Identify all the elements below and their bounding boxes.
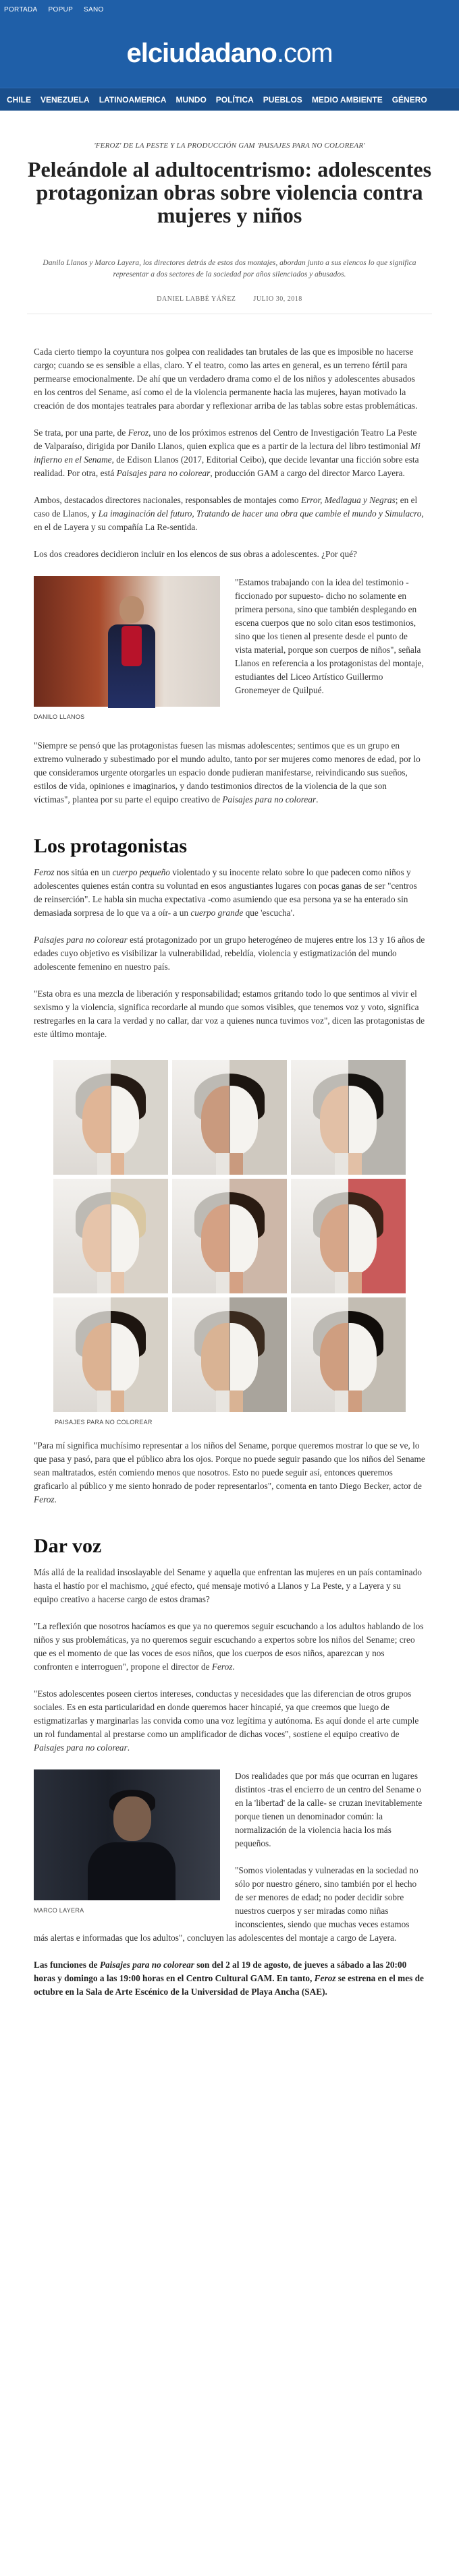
portrait-tile: [53, 1297, 168, 1412]
byline: [27, 295, 432, 303]
paragraph-2: Se trata, por una parte, de Feroz, uno de los próximos estrenos del Centro de Investigación Teatro La Peste de Valparaíso, dirigida por Danilo Llanos, quien explica que es a partir de la lectura del libro testimonial Mi infierno en el Sename, de Edison Llanos (2017, Editorial Ceibo), que decide levantar una ficción sobre esta realidad. Por otra, está Paisajes para no colorear, producción GAM a cargo del director Marco Layera.: [34, 428, 421, 478]
portrait-tile: [172, 1297, 287, 1412]
nav-item-chile[interactable]: CHILE: [7, 94, 31, 105]
article-body: [27, 345, 432, 1041]
site-header: [0, 0, 459, 111]
topbar-link-popup[interactable]: POPUP: [48, 5, 74, 13]
show-dates: Las funciones de Paisajes para no colorear son del 2 al 19 de agosto, de jueves a sábado a las 20:00 horas y domingo a las 19:00 horas en el Centro Cultural GAM. En tanto, Feroz se estrena en el mes de octubre en la Sala de Arte Escénico de la Universidad de Playa Ancha (SAE).: [34, 1960, 424, 1997]
quote-llanos-2: "La reflexión que nosotros hacíamos es que ya no queremos seguir escuchando a los adultos hablando de los niños y sus problemáticas, ya no queremos seguir escuchando a expertos sobre los niños del Sename; creo que es el momento de que las voces de esos niños, que los cuerpos de esos niños, aparezcan y nos confronten e interroguen", propone el director de Feroz.: [34, 1621, 424, 1672]
paragraph-1: Cada cierto tiempo la coyuntura nos golpea con realidades tan brutales de las que es imposible no hacerse cargo; cuando se es sensible a ellas, claro. Y el teatro, como las artes en general, es un terreno fértil para permearse emocionalmente. De ahí que un verdadero drama como el de los niños y adolescentes abusados en los centros del Sename, así como el de la violencia permanente hacia las mujeres, hayan motivado la creación de dos montajes teatrales para abordar y reflexionar arriba de las tablas sobre estas problemáticas.: [34, 347, 418, 411]
portrait-tile: [53, 1179, 168, 1293]
portrait-grid-caption: PAISAJES PARA NO COLOREAR: [55, 1419, 153, 1426]
quote-paisajes-team: "Siempre se pensó que las protagonistas fuesen las mismas adolescentes; sentimos que es un grupo en extremo vulnerado y subestimado por el mundo adulto, tanto por ser mujeres como menores de edad, por lo que consideramos urgente otorgarles un espacio donde pudieran manifestarse, reivindicando sus sueños, estilos de vida, opiniones e imaginarios, y dando testimonios directos de la violencia de la que son víctimas", plantea por su parte el equipo creativo de Paisajes para no colorear.: [34, 740, 421, 804]
article-body-continued: [27, 1439, 432, 1999]
quote-diego-becker: "Para mí significa muchísimo representar a los niños del Sename, porque queremos mostrar lo que se ve, lo que pasa y pasó, para que el público abra los ojos. Porque no puede seguir pasando que los niños del Sename sean maltratados, estén comiendo menos que nosotros. Esto no puede seguir así, entonces queremos graficarlo al público y me siento honrado de poder representarlos", comenta en tanto Diego Becker, actor de Feroz.: [34, 1440, 425, 1504]
nav-item-pueblos[interactable]: PUEBLOS: [263, 94, 302, 105]
quote-paisajes-team-2: "Estos adolescentes poseen ciertos intereses, conductas y necesidades que las diferencian de otros grupos sociales. Es en esta particularidad en donde queremos hacer hincapié, ya que creemos que luego de estigmatizarlas y marginarlas las convida como una voz legítima y autónoma. Es aquí donde el arte cumple un rol fundamental al prestarse como un amplificador de dichas voces", sostiene el equipo creativo de Paisajes para no colorear.: [34, 1689, 419, 1753]
article-kicker: 'FEROZ' DE LA PESTE Y LA PRODUCCIÓN GAM 'PAISAJES PARA NO COLOREAR': [94, 142, 365, 150]
logo-tld: .com: [276, 38, 333, 68]
topbar-link-portada[interactable]: PORTADA: [4, 5, 38, 13]
nav-item-mundo[interactable]: MUNDO: [176, 94, 207, 105]
nav-item-venezuela[interactable]: VENEZUELA: [40, 94, 90, 105]
danilo-llanos-figure: [34, 576, 220, 720]
logo-name: elciudadano: [126, 38, 277, 68]
quote-adolescentes: "Somos violentadas y vulneradas en la sociedad no sólo por nuestro género, sino también por el hecho de ser menores de edad; no poder decidir sobre nuestros cuerpos y ser miradas como niñas inconscientes, siendo que muchas veces estamos más alertas e informadas que los adultos", concluyen las adolescentes del montaje a cargo de Layera.: [34, 1865, 418, 1943]
danilo-llanos-photo: [34, 576, 220, 707]
portrait-tile: [291, 1179, 406, 1293]
portrait-tile: [53, 1060, 168, 1175]
portrait-tile: [291, 1297, 406, 1412]
danilo-llanos-caption: DANILO LLANOS: [34, 713, 85, 720]
paragraph-12: Dos realidades que por más que ocurran en lugares distintos -tras el encierro de un centro del Sename o en la 'libertad' de la calle- se cruzan inevitablemente porque tienen un denominador común: la normalización de la violencia hacia los más pequeños.: [235, 1771, 423, 1848]
paragraph-6: Paisajes para no colorear está protagonizado por un grupo heterogéneo de mujeres entre los 13 y 16 años de edades cuyo objetivo es visibilizar la vulnerabilidad, rebeldía, violencia y estigmatización del mundo adolescente femenino en nuestro país.: [34, 935, 425, 972]
topbar-link-sano[interactable]: SANO: [84, 5, 104, 13]
site-logo[interactable]: [126, 38, 332, 69]
publish-date: JULIO 30, 2018: [253, 295, 302, 303]
nav-item-latinoamerica[interactable]: LATINOAMERICA: [99, 94, 167, 105]
article: [27, 142, 432, 1999]
portrait-tile: [172, 1060, 287, 1175]
paragraph-5: Feroz nos sitúa en un cuerpo pequeño violentado y su inocente relato sobre lo que padecen como niños y adolescentes quienes están contra su voluntad en esos angustiantes lugares con pocas ganas de ser "centros de reinserción". Le habla sin mucha expectativa -como asumiendo que esa persona ya se ha enterado sin demasiada sorpresa de lo que va a oír- a un cuerpo grande que 'escucha'.: [34, 867, 417, 918]
nav-item-genero[interactable]: GÉNERO: [392, 94, 427, 105]
author-link[interactable]: DANIEL LABBÉ YÁÑEZ: [157, 295, 236, 303]
portrait-tile: [172, 1179, 287, 1293]
marco-layera-caption: MARCO LAYERA: [34, 1907, 84, 1914]
marco-layera-figure: [34, 1769, 220, 1914]
portrait-grid: [53, 1060, 406, 1412]
quote-llanos: "Estamos trabajando con la idea del testimonio -ficcionado por supuesto- dicho no solamente en primera persona, sino que también desplegando en escena cuerpos que no solo citan esos testimonios, sino que los tienen al presente desde el punto de vista material, porque son cuerpos de niños", señala Llanos en referencia a los protagonistas del montaje, estudiantes del Liceo Artístico Guillermo Gronemeyer de Quilpué.: [235, 577, 424, 695]
nav-item-medio-ambiente[interactable]: MEDIO AMBIENTE: [311, 94, 383, 105]
portrait-tile: [291, 1060, 406, 1175]
paragraph-4: Los dos creadores decidieron incluir en los elencos de sus obras a adolescentes. ¿Por qué?: [34, 549, 357, 559]
paragraph-9: Más allá de la realidad insoslayable del Sename y aquella que enfrentan las mujeres en un país contaminado hasta el hastío por el machismo, ¿qué efecto, qué mensaje motivó a Llanos y La Peste, y a Layera y su equipo creativo a hacerse cargo de estos dramas?: [34, 1567, 422, 1604]
section-heading-dar-voz: Dar voz: [34, 1535, 102, 1557]
paragraph-3: Ambos, destacados directores nacionales, responsables de montajes como Error, Medlagua y Negras; en el caso de Llanos, y La imaginación del futuro, Tratando de hacer una obra que cambie el mundo y Simulacro, en el de Layera y su compañía La Re-sentida.: [34, 495, 424, 532]
main-nav: [0, 88, 459, 111]
article-title: Peleándole al adultocentrismo: adolescentes protagonizan obras sobre violencia contra mujeres y niños: [27, 157, 432, 227]
brand-bar: [0, 19, 459, 88]
nav-item-politica[interactable]: POLÍTICA: [215, 94, 254, 105]
marco-layera-photo: [34, 1769, 220, 1900]
top-bar: [0, 0, 459, 19]
section-heading-protagonistas: Los protagonistas: [34, 835, 187, 857]
paragraph-7: "Esta obra es una mezcla de liberación y responsabilidad; estamos gritando todo lo que sentimos al vivir el sexismo y la violencia, significa recordarle al mundo que somos visibles, que tenemos voz y voto, significa restregarles en la cara la verdad y no callar, dar voz a quienes nunca tuvimos voz", dicen las protagonistas de este último montaje.: [34, 989, 425, 1039]
article-lead: Danilo Llanos y Marco Layera, los directores detrás de estos dos montajes, abordan junto a sus elencos lo que significa representar a dos sectores de la sociedad por años silenciados y abusados.: [43, 259, 416, 279]
